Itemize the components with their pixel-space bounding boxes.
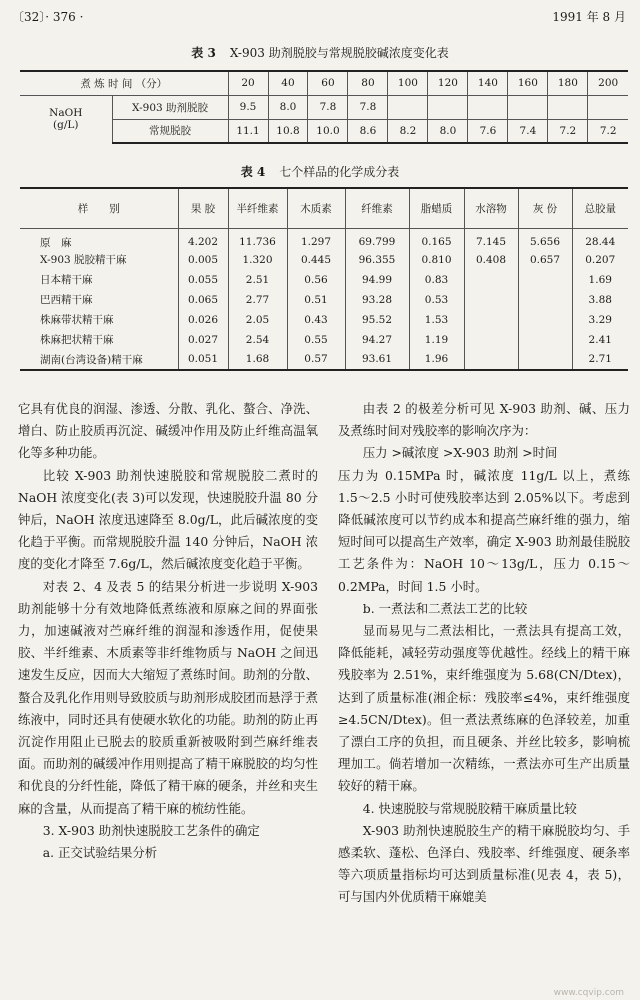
value-cell: 0.56	[287, 270, 345, 290]
value-cell: 11.736	[228, 228, 287, 250]
column-header: 灰 份	[518, 188, 572, 228]
body-paragraph: 压力 >碱浓度 >X-903 助剂 >时间	[362, 445, 558, 461]
value-cell: 69.799	[345, 228, 409, 250]
value-cell: 0.51	[287, 290, 345, 310]
sample-name: 株麻把状精干麻	[20, 330, 178, 350]
table3-number: 表 3	[191, 46, 216, 60]
time-label: 煮 炼 时 间 （分）	[20, 71, 228, 95]
value-cell: 0.408	[464, 250, 518, 270]
value-cell: 9.5	[228, 95, 268, 119]
value-cell	[588, 95, 628, 119]
value-cell: 0.051	[178, 350, 228, 370]
value-cell: 0.445	[287, 250, 345, 270]
value-cell: 0.83	[409, 270, 464, 290]
column-header: 脂蜡质	[409, 188, 464, 228]
value-cell	[388, 95, 428, 119]
value-cell: 3.88	[588, 293, 612, 306]
value-cell: 1.68	[228, 350, 287, 370]
time-cell: 200	[588, 71, 628, 95]
time-cell: 80	[348, 71, 388, 95]
table-row	[20, 350, 628, 370]
table3-row-conventional	[20, 119, 628, 143]
value-cell: 2.71	[572, 350, 628, 370]
body-paragraph: b. 一煮法和二煮法工艺的比较	[362, 600, 528, 616]
table4-number: 表 4	[240, 165, 266, 179]
value-cell: 7.4	[508, 119, 548, 143]
value-cell: 4.202	[178, 228, 228, 250]
table-row	[20, 330, 628, 350]
table-row	[20, 228, 628, 250]
table3-row-x903	[20, 95, 628, 119]
value-cell: 0.055	[178, 270, 228, 290]
value-cell: 7.8	[308, 95, 348, 119]
page-number: 〔32〕· 376 ·	[12, 10, 84, 24]
value-cell	[518, 290, 572, 310]
row-label: 常规脱胶	[112, 119, 228, 143]
value-cell: 0.027	[178, 330, 228, 350]
naoh-label-cell	[20, 95, 112, 143]
column-header: 木质素	[287, 188, 345, 228]
sample-name: 巴西精干麻	[20, 290, 178, 310]
value-cell: 0.065	[178, 290, 228, 310]
body-paragraph: 对表 2、4 及表 5 的结果分析进一步说明 X-903 助剂能够十分有效地降低煮练液和原麻之间的界面张力，加速碱液对苎麻纤维的润湿和渗透作用，促使果胶、半纤维素、木质素等非纤维物质与 NaOH 之间迅速发生反应，因而大大缩短了煮练时间。助剂的分散、螯合及乳化作用则导致胶质与助剂形成胶团而悬浮于煮练液中，同时还具有使硬水软化的功能。助剂的防止再沉淀作用阻止已脱去的胶质重新被吸附到苎麻纤维表面。而助剂的碱缓冲作用则提高了精干麻脱胶的均匀性和优良的分纤性能，降低了精干麻的硬条，并丝和夹生麻的含量，从而提高了精干麻的梳纺性能。	[18, 578, 318, 816]
value-cell	[508, 95, 548, 119]
value-cell: 0.657	[518, 250, 572, 270]
body-paragraph: 压力为 0.15MPa 时，碱浓度 11g/L 以上，煮练 1.5～2.5 小时可使残胶率达到 2.05%以下。考虑到降低碱浓度可以节约成本和提高苎麻纤维的强力，缩短时间可以提高生产效率，确定 X-903 助剂最佳脱胶工艺条件为：NaOH 10～13g/L，压力 0.15～0.2MPa，时间 1.5 小时。	[338, 467, 630, 594]
value-cell	[468, 95, 508, 119]
sample-name: 原 麻	[20, 228, 178, 250]
table4-body	[20, 228, 628, 370]
value-cell: 7.145	[464, 228, 518, 250]
body-paragraph: 比较 X-903 助剂快速脱胶和常规脱胶二煮时的 NaOH 浓度变化(表 3)可以发现，快速脱胶升温 80 分钟后，NaOH 浓度迅速降至 8.0g/L，此后碱浓度的变化趋于平衡。而常规脱胶升温 140 分钟后，NaOH 浓度的变化才降至 7.6g/L，然后碱浓度变化趋于平衡。	[18, 467, 318, 572]
column-header: 水溶物	[464, 188, 518, 228]
column-header: 样 别	[20, 188, 178, 228]
value-cell: 0.43	[287, 310, 345, 330]
value-cell: 1.297	[287, 228, 345, 250]
value-cell: 7.6	[468, 119, 508, 143]
value-cell: 5.656	[518, 228, 572, 250]
value-cell	[548, 95, 588, 119]
body-paragraph: 由表 2 的极差分析可见 X-903 助剂、碱、压力及煮练时间对残胶率的影响次序为：	[338, 401, 630, 439]
sample-name: 湖南(台湾设备)精干麻	[20, 350, 178, 370]
value-cell: 8.0	[428, 119, 468, 143]
value-cell	[518, 270, 572, 290]
table4-title: 七个样品的化学成分表	[279, 165, 400, 179]
table-row	[20, 250, 628, 270]
value-cell: 3.29	[588, 313, 612, 326]
body-paragraph: a. 正交试验结果分析	[42, 845, 158, 861]
value-cell: 1.320	[228, 250, 287, 270]
watermark: www.cqvip.com	[553, 988, 624, 998]
table3-caption	[0, 44, 640, 61]
value-cell	[464, 290, 518, 310]
value-cell: 7.8	[348, 95, 388, 119]
value-cell: 2.54	[228, 330, 287, 350]
value-cell: 0.55	[287, 330, 345, 350]
value-cell	[518, 330, 572, 350]
value-cell	[464, 350, 518, 370]
column-header: 半纤维素	[228, 188, 287, 228]
value-cell: 1.19	[409, 330, 464, 350]
value-cell: 93.61	[345, 350, 409, 370]
value-cell	[518, 350, 572, 370]
body-paragraph: 它具有优良的润湿、渗透、分散、乳化、螯合、净洗、增白、防止胶质再沉淀、碱缓冲作用及防止纤维高温氧化等多种功能。	[18, 401, 318, 461]
body-paragraph: 3. X-903 助剂快速脱胶工艺条件的确定	[42, 822, 260, 838]
sample-name: 株麻带状精干麻	[20, 310, 178, 330]
value-cell	[464, 310, 518, 330]
value-cell: 2.41	[588, 333, 612, 346]
column-header: 果 胶	[178, 188, 228, 228]
value-cell	[464, 270, 518, 290]
time-cell: 60	[308, 71, 348, 95]
body-paragraph: 显而易见与二煮法相比，一煮法具有提高工效，降低能耗，减轻劳动强度等优越性。经线上的精干麻残胶率为 2.51%，束纤维强度为 5.68(CN/Dtex)，达到了质量标准(湘企标：残胶率≤4%，束纤维强度≥4.5CN/Dtex)。但一煮法煮练麻的色泽较差，加重了漂白工序的负担，而且硬条、并丝比较多，影响梳理加工。倘若增加一次精练，一煮法亦可生产出质量较好的精干麻。	[338, 623, 630, 794]
value-cell: 0.53	[409, 290, 464, 310]
left-text-column	[18, 398, 318, 864]
value-cell: 10.8	[268, 119, 308, 143]
value-cell: 7.2	[548, 119, 588, 143]
value-cell: 0.810	[409, 250, 464, 270]
page-header	[12, 8, 626, 26]
value-cell: 1.53	[409, 310, 464, 330]
value-cell: 8.6	[348, 119, 388, 143]
value-cell: 1.96	[409, 350, 464, 370]
value-cell: 0.005	[178, 250, 228, 270]
value-cell	[518, 310, 572, 330]
body-paragraph: X-903 助剂快速脱胶生产的精干麻脱胶均匀、手感柔软、蓬松、色泽白、残胶率、纤维强度、硬条率等六项质量指标均可达到质量标准(见表 4，表 5)，可与国内外优质精干麻媲美	[338, 822, 630, 905]
chemical-composition-table	[20, 187, 628, 371]
table3-title: X-903 助剂脱胶与常规脱胶碱浓度变化表	[229, 46, 449, 60]
value-cell: 2.77	[228, 290, 287, 310]
value-cell	[464, 330, 518, 350]
right-text-column	[338, 398, 630, 909]
time-cell: 100	[388, 71, 428, 95]
value-cell: 96.355	[345, 250, 409, 270]
table4-caption	[0, 163, 640, 180]
value-cell: 8.2	[388, 119, 428, 143]
sample-name: X-903 脱胶精干麻	[20, 250, 178, 270]
issue-date: 1991 年 8 月	[552, 10, 626, 24]
value-cell	[428, 95, 468, 119]
time-cell: 180	[548, 71, 588, 95]
value-cell: 8.0	[268, 95, 308, 119]
value-cell: 0.207	[585, 253, 616, 266]
value-cell: 2.05	[228, 310, 287, 330]
time-cell: 120	[428, 71, 468, 95]
value-cell: 11.1	[228, 119, 268, 143]
table-row	[20, 290, 628, 310]
row-label: X-903 助剂脱胶	[112, 95, 228, 119]
time-cell: 20	[228, 71, 268, 95]
value-cell: 0.026	[178, 310, 228, 330]
value-cell: 2.51	[228, 270, 287, 290]
value-cell: 93.28	[345, 290, 409, 310]
column-header: 总胶量	[572, 188, 628, 228]
value-cell: 10.0	[308, 119, 348, 143]
value-cell: 95.52	[345, 310, 409, 330]
table-row	[20, 310, 628, 330]
value-cell: 0.57	[287, 350, 345, 370]
body-paragraph: 4. 快速脱胶与常规脱胶精干麻质量比较	[362, 800, 577, 816]
table4-header-row	[20, 188, 628, 228]
time-cell: 40	[268, 71, 308, 95]
value-cell: 1.69	[588, 273, 612, 286]
column-header: 纤维素	[345, 188, 409, 228]
naoh-label: NaOH	[49, 107, 83, 120]
naoh-unit: (g/L)	[53, 119, 79, 132]
table-row	[20, 270, 628, 290]
value-cell: 94.99	[345, 270, 409, 290]
value-cell: 28.44	[585, 236, 616, 248]
value-cell: 94.27	[345, 330, 409, 350]
time-cell: 140	[468, 71, 508, 95]
alkali-concentration-table	[20, 70, 628, 144]
value-cell: 0.165	[409, 228, 464, 250]
time-cell: 160	[508, 71, 548, 95]
sample-name: 日本精干麻	[20, 270, 178, 290]
value-cell: 7.2	[588, 119, 628, 143]
table3-header-row	[20, 71, 628, 95]
